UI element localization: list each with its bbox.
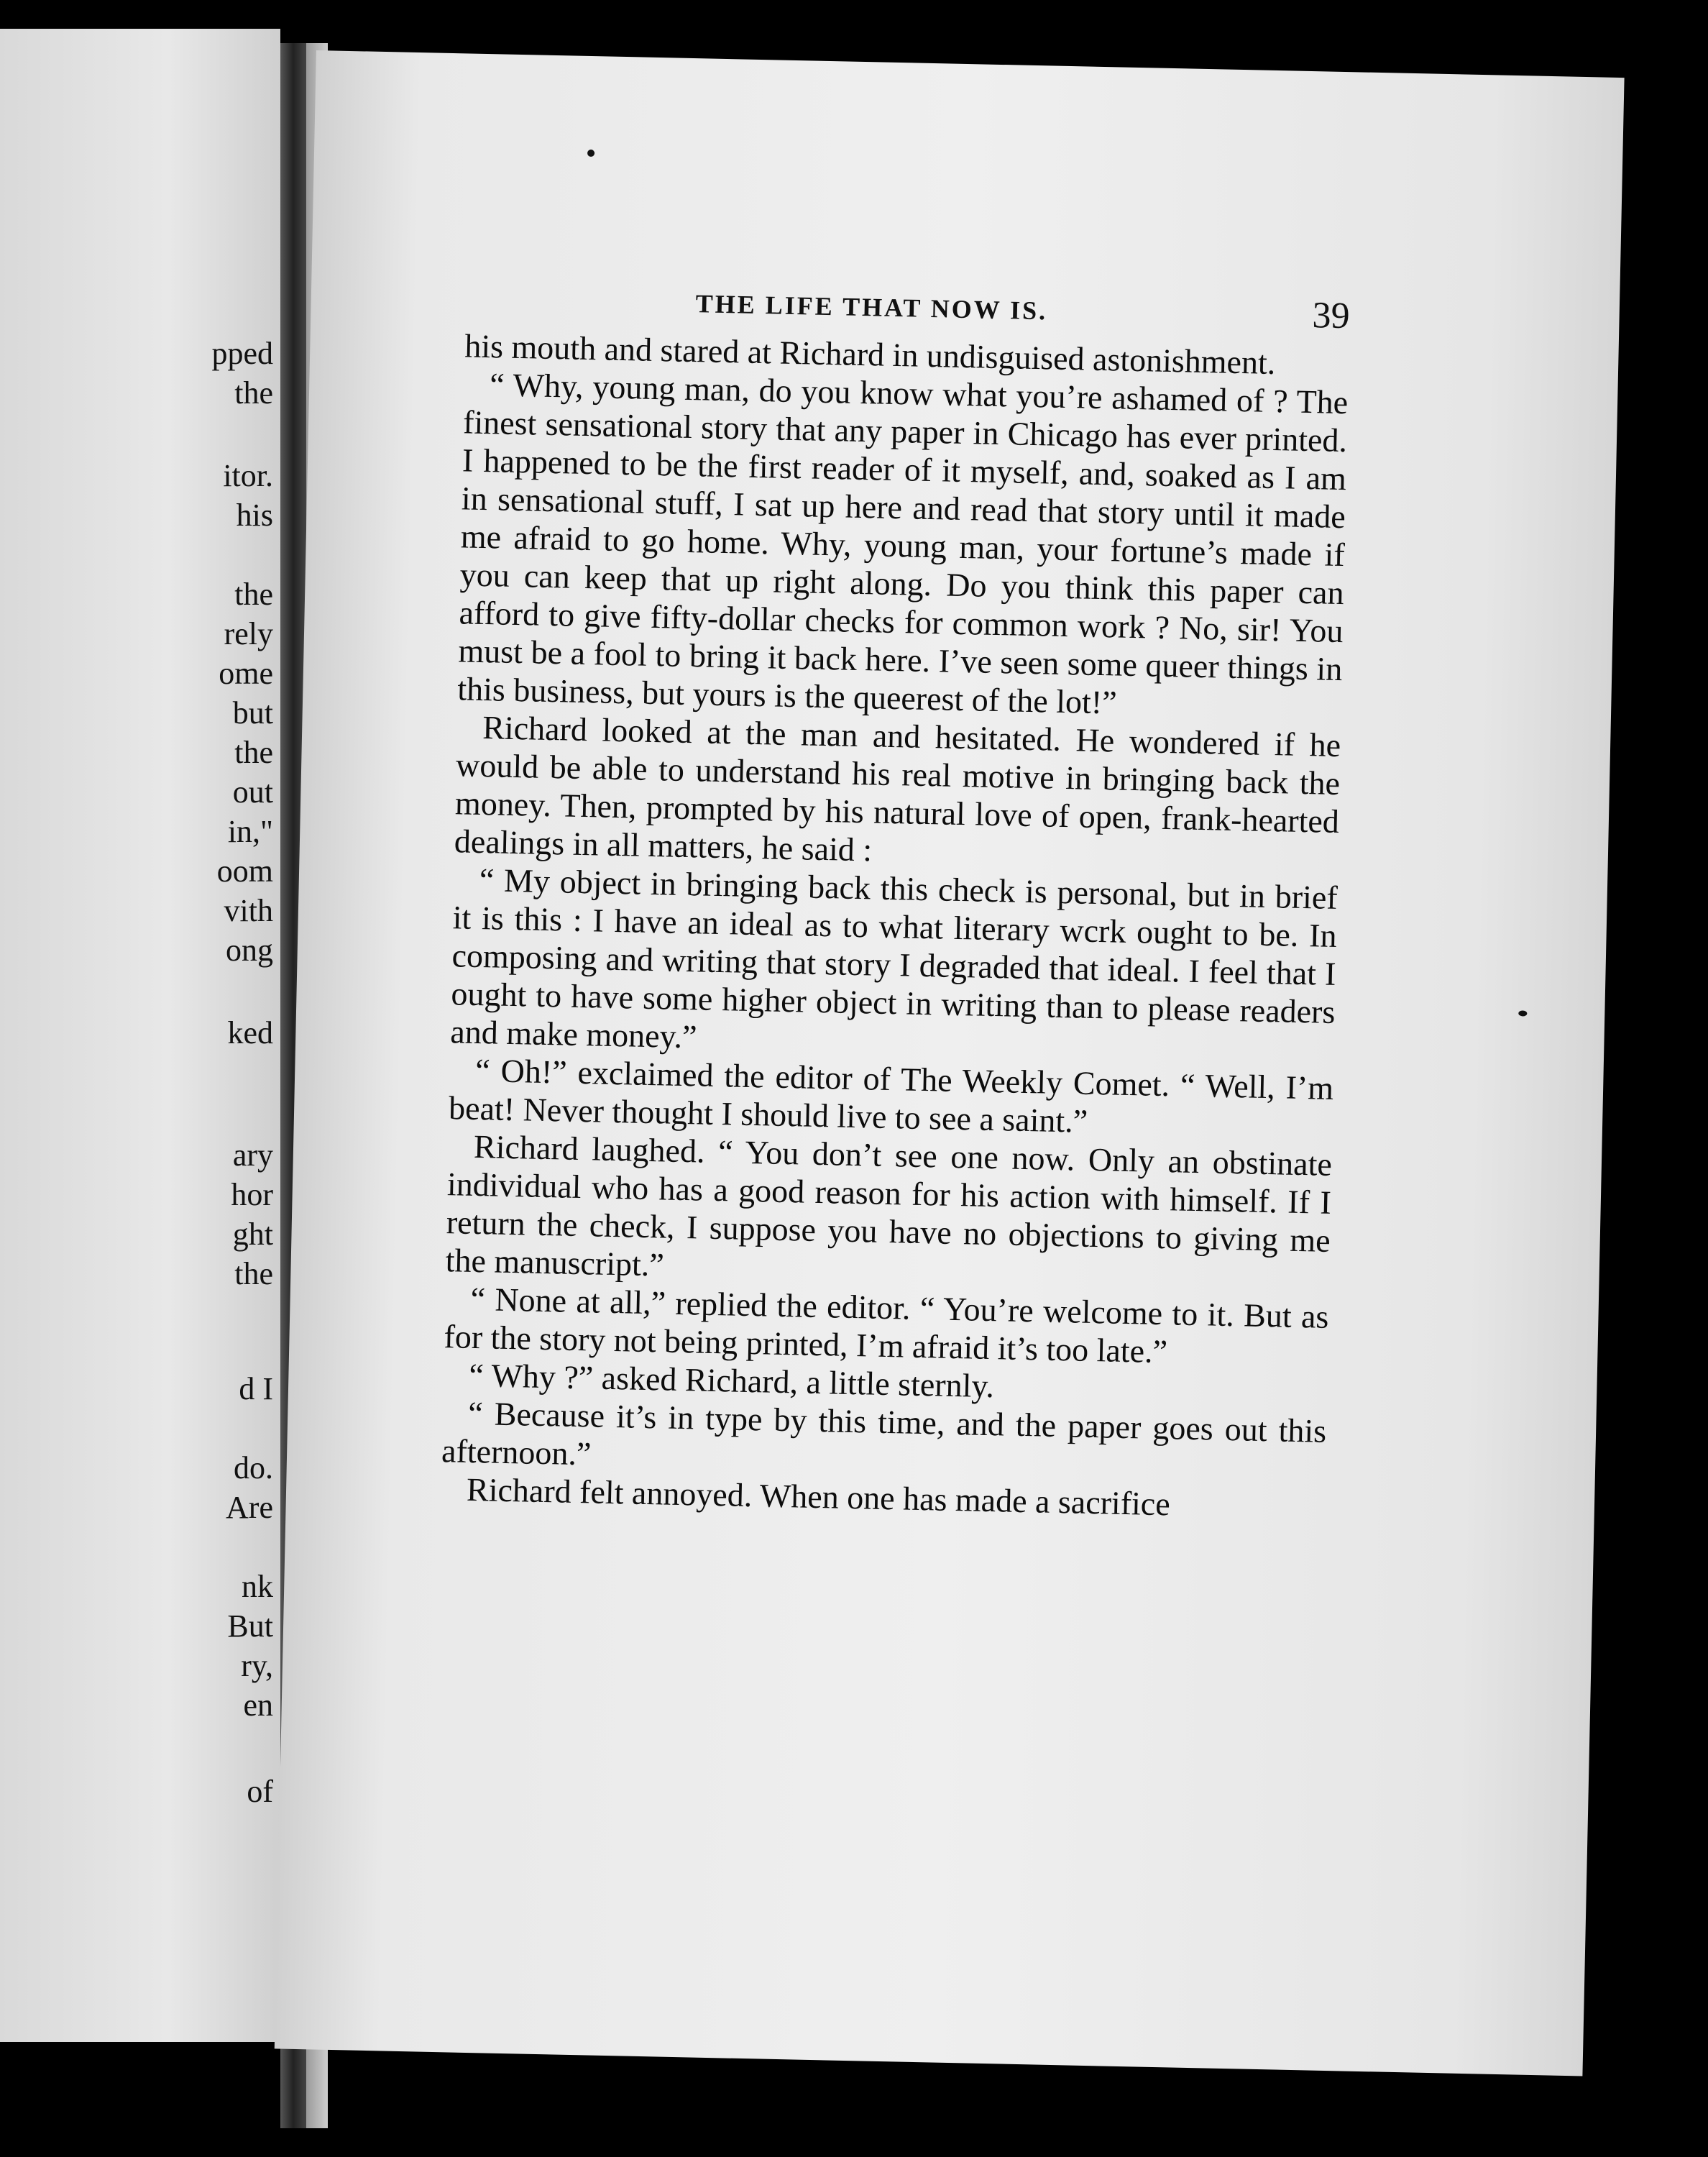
paragraph: “ Oh!” exclaimed the editor of The Weekly Comet. “ Well, I’m beat! Never thought I should live to see a saint.”: [448, 1051, 1334, 1140]
left-fragment: ght: [232, 1217, 273, 1252]
left-facing-page: [0, 29, 280, 2042]
scan-speck: [1518, 1010, 1527, 1016]
paragraph: Richard looked at the man and hesitated. He wondered if he would be able to understand his real motive in bringing back the money. Then, prompted by his natural love of open, frank-hearted dealings in all matters, he said :: [454, 709, 1341, 869]
book-page: [275, 50, 1625, 2076]
left-fragment: itor.: [223, 458, 273, 493]
left-fragment: Are: [226, 1490, 273, 1525]
paragraph: Richard felt annoyed. When one has made a sacrifice: [466, 1470, 1171, 1523]
left-fragment: the: [234, 577, 273, 612]
left-fragment: but: [232, 695, 273, 731]
left-fragment: his: [236, 498, 273, 533]
left-fragment: the: [234, 375, 273, 411]
page-content: [441, 276, 1351, 1526]
scan-speck: [587, 150, 594, 157]
left-fragment: hor: [231, 1177, 273, 1212]
running-title: THE LIFE THAT NOW IS.: [695, 289, 1048, 326]
left-fragment: ked: [227, 1015, 273, 1050]
left-fragment: rely: [224, 616, 273, 651]
page-number: 39: [1311, 295, 1351, 337]
left-fragment: of: [247, 1774, 273, 1809]
left-fragment: pped: [211, 336, 273, 371]
left-fragment: en: [243, 1687, 273, 1723]
left-fragment: ary: [232, 1137, 273, 1173]
left-fragment: vith: [224, 893, 273, 928]
paragraph: “ Why ?” asked Richard, a little sternly.: [468, 1356, 995, 1405]
paragraph: “ None at all,” replied the editor. “ You’re welcome to it. But as for the story not being printed, I’m afraid it’s too late.”: [444, 1280, 1329, 1370]
left-fragment: ry,: [241, 1648, 273, 1683]
body-text: [441, 326, 1349, 1526]
left-fragment: the: [234, 735, 273, 770]
paragraph: Richard laughed. “ You don’t see one now. Only an obstinate individual who has a good reason for his action with himself. If I return the check, I suppose you have no objections to giving me the manuscript.”: [445, 1127, 1333, 1283]
left-fragment: nk: [242, 1569, 273, 1604]
left-fragment: But: [227, 1608, 273, 1644]
left-fragment: in,": [227, 814, 273, 849]
left-fragment: do.: [234, 1450, 273, 1485]
paragraph: “ Because it’s in type by this time, and the paper goes out this afternoon.”: [441, 1394, 1327, 1473]
left-fragment: ome: [219, 656, 273, 691]
left-fragment: ong: [226, 933, 273, 968]
left-fragment: out: [232, 774, 273, 810]
left-fragment: d I: [239, 1371, 273, 1406]
paragraph: “ Why, young man, do you know what you’re ashamed of ? The finest sensational story that any paper in Chicago has ever printed. I happened to be the first reader of it myself, and, soaked as I am in sensational stuff, I sat up here and read that story until it made me afraid to go home. Why, young man, your fortune’s made if you can keep that up right along. Do you think this paper can afford to give fifty-dollar checks for common work ? No, sir! You must be a fool to bring it back here. I’ve seen some queer things in this business, but yours is the queerest of the lot!”: [456, 366, 1349, 721]
left-page-text-fragments: [0, 29, 280, 2042]
paragraph: his mouth and stared at Richard in undisguised astonishment.: [464, 327, 1276, 382]
paragraph: “ My object in bringing back this check is personal, but in brief it is this : I have an ideal as to what literary wcrk ought to be. In composing and writing that story I degraded that ideal. I feel that I ought to have some higher object in writing than to please readers and make money.”: [449, 861, 1339, 1055]
left-fragment: the: [234, 1256, 273, 1291]
left-fragment: oom: [216, 853, 273, 889]
